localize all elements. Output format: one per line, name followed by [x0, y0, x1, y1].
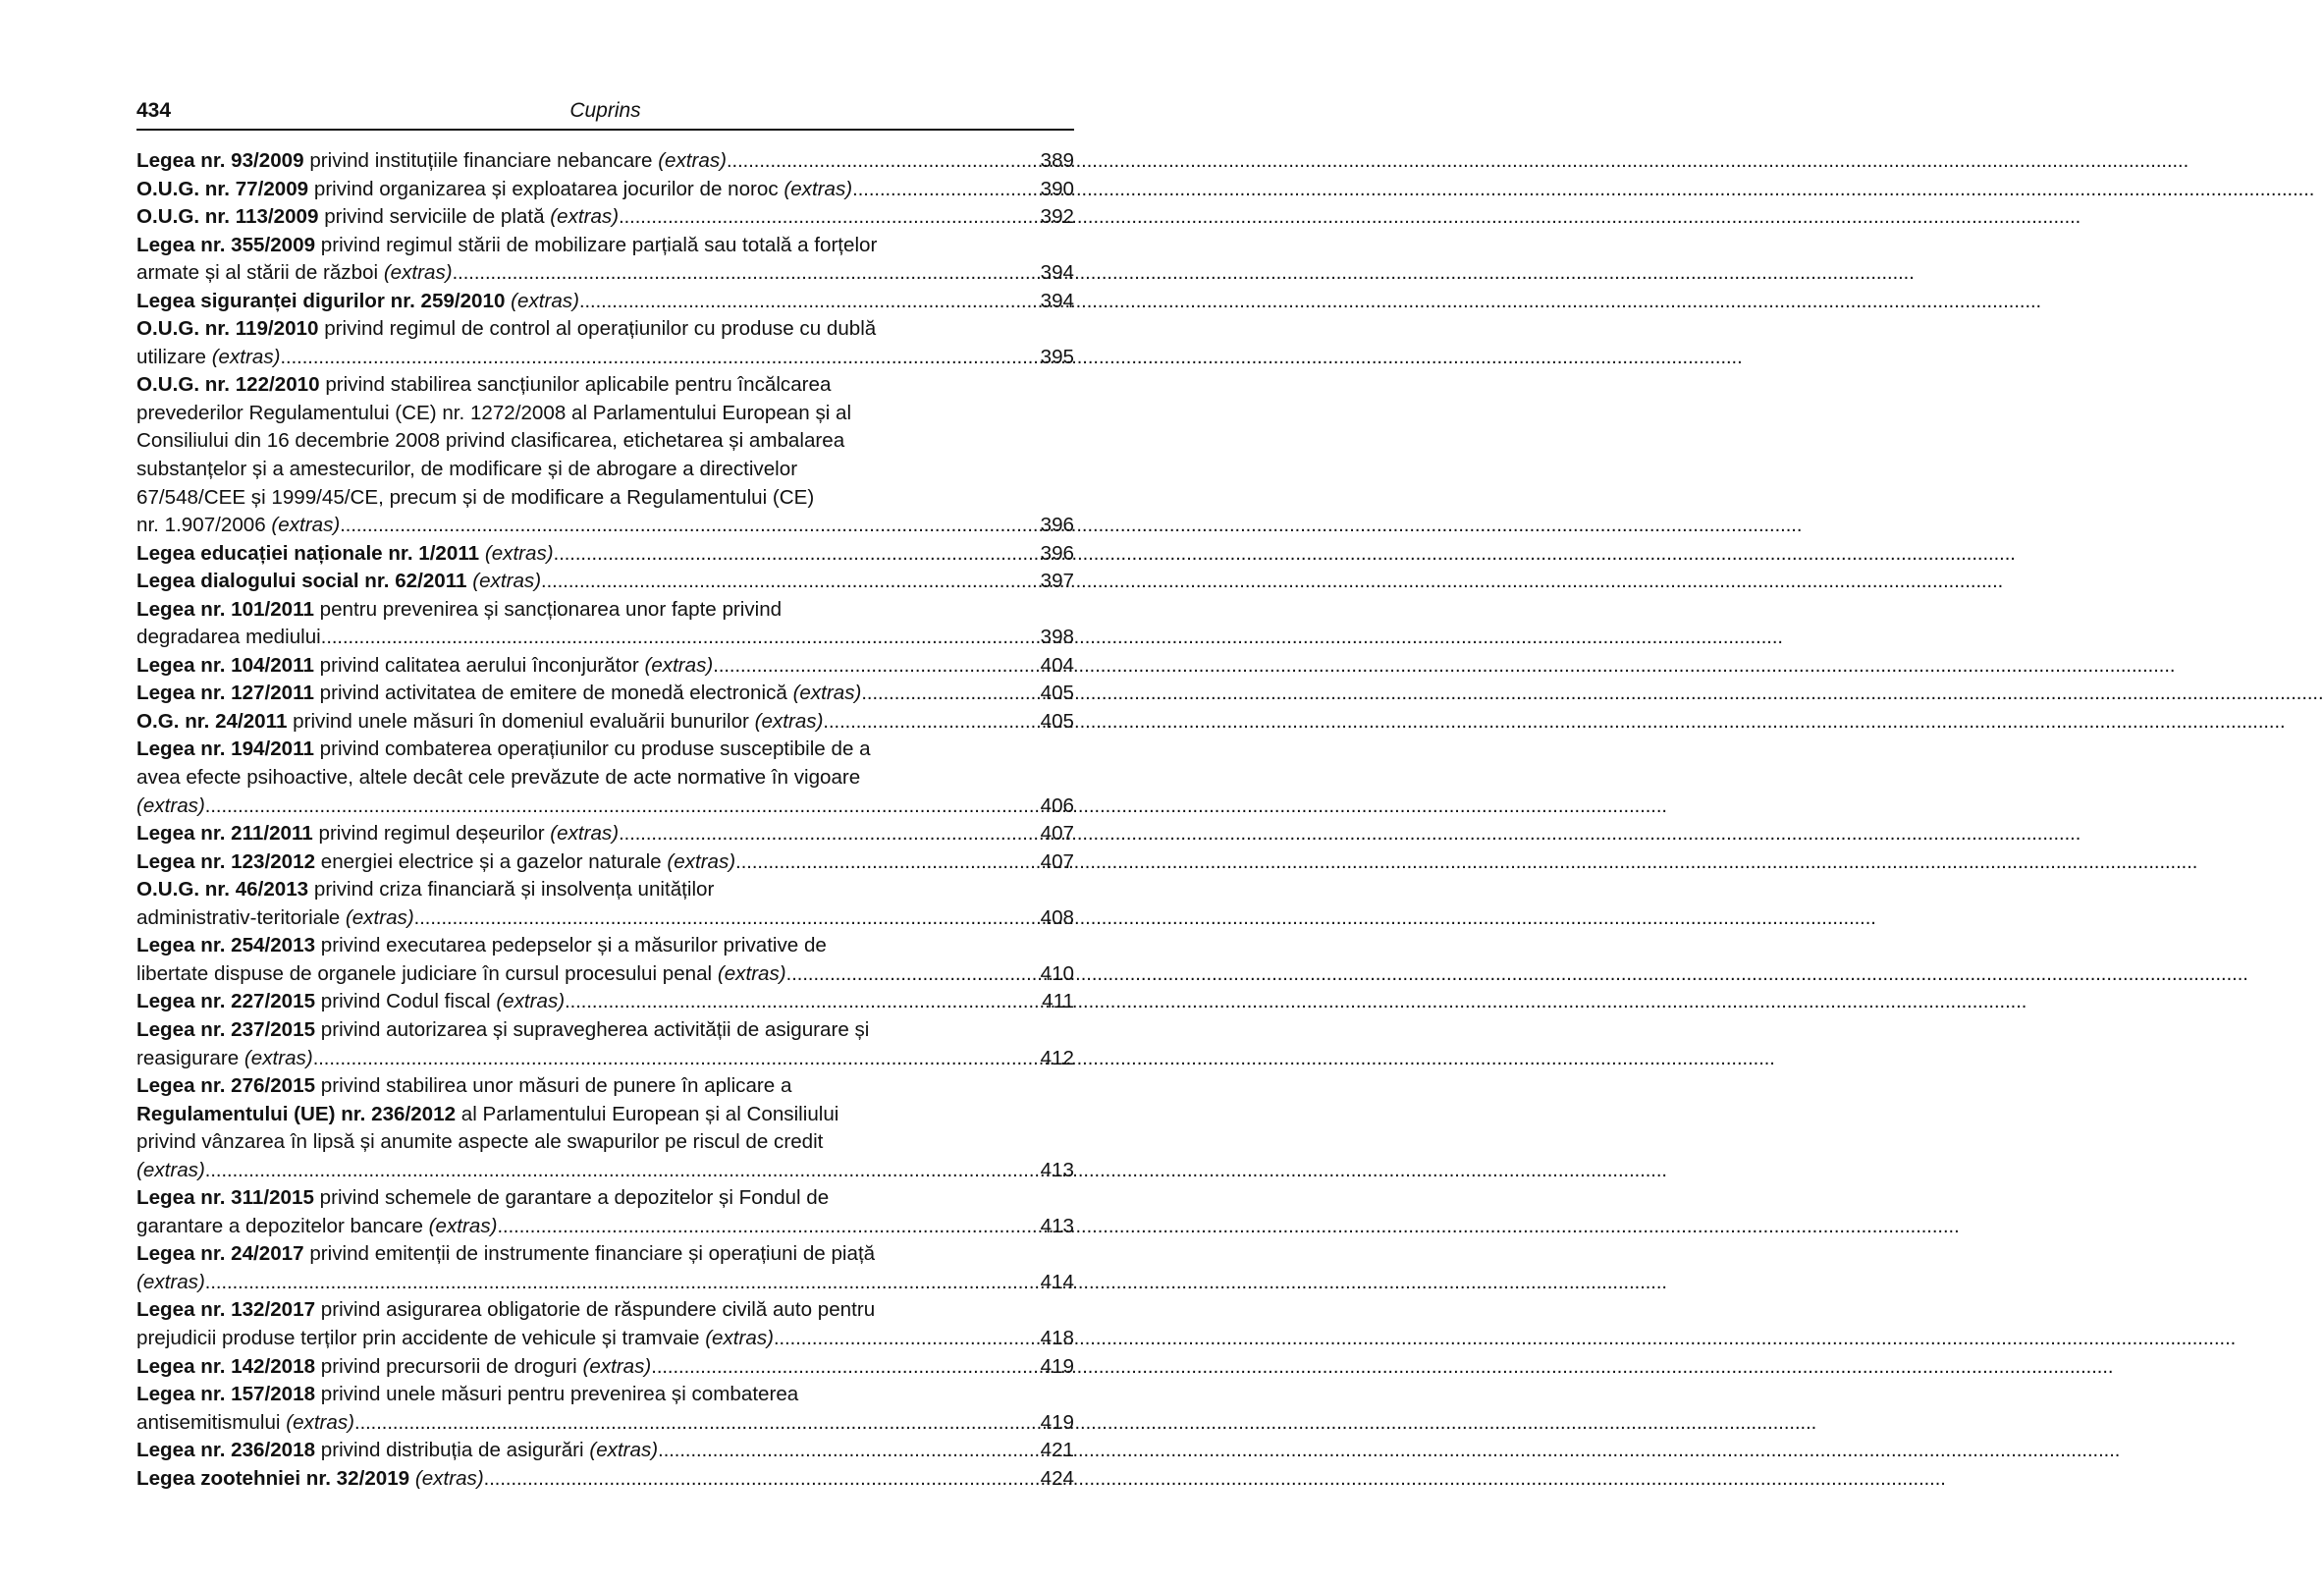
law-description: al Parlamentului European și al Consiliului [456, 1102, 839, 1125]
law-title: Legea nr. 254/2013 [136, 934, 316, 957]
toc-entry-text [136, 232, 877, 260]
extras-note: (extras) [211, 345, 281, 368]
extras-note: (extras) [136, 1270, 205, 1293]
dot-leader [565, 988, 1040, 1016]
running-title: Cuprins [569, 99, 641, 122]
law-description: privind asigurarea obligatorie de răspundere civilă auto pentru [315, 1298, 876, 1322]
extras-note: (extras) [383, 261, 453, 285]
law-title: Legea nr. 123/2012 [136, 849, 316, 873]
toc-entry-line [136, 736, 1074, 764]
extras-note: (extras) [644, 653, 714, 677]
toc-entry [136, 568, 1074, 596]
law-description: degradarea mediului [136, 626, 321, 649]
toc-entry-line [136, 904, 1074, 933]
law-title: Legea nr. 24/2017 [136, 1242, 304, 1266]
toc-page-number: 419 [1040, 1354, 1074, 1378]
dot-leader [658, 1437, 1038, 1465]
toc-entry-text [136, 764, 860, 792]
toc-entry [136, 736, 1074, 820]
extras-note: (extras) [345, 905, 414, 929]
toc-entry-text [136, 456, 797, 484]
toc-entry-line [136, 764, 1074, 792]
law-title: O.U.G. nr. 77/2009 [136, 177, 309, 200]
law-title: Legea nr. 276/2015 [136, 1074, 316, 1098]
toc-entry-line [136, 1101, 1074, 1129]
toc-entry-text [136, 848, 735, 877]
toc-entry-line [136, 1157, 1074, 1185]
law-title: Regulamentului (UE) nr. 236/2012 [136, 1102, 457, 1125]
extras-note: (extras) [784, 177, 853, 200]
law-description: privind instituțiile financiare nebancare [303, 149, 659, 172]
toc-entry-line [136, 259, 1074, 288]
toc-page-number: 396 [1040, 514, 1074, 537]
law-description: energiei electrice și a gazelor naturale [315, 849, 668, 873]
toc-entry [136, 820, 1074, 848]
toc-entry-line [136, 203, 1074, 232]
toc-entry-line [136, 568, 1074, 596]
toc-entry-text [136, 820, 619, 848]
dot-leader [852, 176, 1038, 204]
toc-entry-line [136, 960, 1074, 989]
extras-note: (extras) [550, 822, 620, 846]
toc-page-number: 419 [1040, 1410, 1074, 1434]
toc-entry-text [136, 988, 565, 1016]
toc-entry-text [136, 680, 861, 708]
toc-entry-text [136, 568, 541, 596]
toc-page-number: 390 [1040, 177, 1074, 200]
toc-entry [136, 1016, 1074, 1072]
toc-entry-line [136, 1128, 1074, 1157]
toc-entry [136, 680, 1074, 708]
extras-note: (extras) [582, 1354, 652, 1378]
law-description: privind activitatea de emitere de monedă electronică [313, 682, 793, 705]
law-description: privind organizarea și exploatarea jocurilor de noroc [308, 177, 784, 200]
toc-entry-text [136, 1072, 791, 1101]
law-description: privind distribuția de asigurări [315, 1439, 590, 1462]
law-description: privind unele măsuri în domeniul evaluării bunurilor [287, 709, 755, 733]
toc-page-number: 405 [1040, 682, 1074, 705]
law-description: privind vânzarea în lipsă și anumite aspecte ale swapurilor pe riscul de credit [136, 1130, 824, 1154]
law-title: Legea nr. 127/2011 [136, 682, 314, 705]
extras-note: (extras) [754, 709, 824, 733]
toc-page-number: 396 [1040, 541, 1074, 565]
toc-page-number: 392 [1040, 205, 1074, 229]
law-description: privind Codul fiscal [315, 990, 497, 1013]
toc-entry [136, 147, 1074, 176]
law-description: Consiliului din 16 decembrie 2008 privind clasificarea, etichetarea și ambalarea [136, 429, 845, 453]
dot-leader [541, 568, 1039, 596]
toc-entry-text [136, 1381, 798, 1409]
toc-entry-text [136, 259, 453, 288]
toc-page-number: 418 [1040, 1326, 1074, 1349]
toc-entry-line [136, 288, 1074, 316]
law-title: Legea educației naționale nr. 1/2011 [136, 541, 480, 565]
toc-entry-line [136, 596, 1074, 625]
toc-entry-text [136, 904, 414, 933]
law-description: privind serviciile de plată [318, 205, 551, 229]
extras-note: (extras) [414, 1466, 484, 1490]
toc-entry-line [136, 427, 1074, 456]
extras-note: (extras) [667, 849, 736, 873]
law-title: Legea zootehniei nr. 32/2019 [136, 1466, 410, 1490]
law-description: nr. 1.907/2006 [136, 514, 272, 537]
toc-page-number: 404 [1040, 653, 1074, 677]
toc-entry-text [136, 315, 876, 344]
law-title: O.U.G. nr. 113/2009 [136, 205, 319, 229]
toc-entry-line [136, 1184, 1074, 1213]
dot-leader [280, 344, 1038, 372]
toc-entry-line [136, 1213, 1074, 1241]
law-title: Legea nr. 142/2018 [136, 1354, 316, 1378]
toc-entry-line [136, 344, 1074, 372]
extras-note: (extras) [550, 205, 620, 229]
law-description: privind calitatea aerului înconjurător [313, 653, 645, 677]
toc-page-number: 398 [1040, 626, 1074, 649]
toc-entry-text [136, 1240, 875, 1269]
law-description: privind executarea pedepselor și a măsurilor privative de [315, 934, 827, 957]
toc-entry-text [136, 288, 579, 316]
toc-entry-line [136, 1240, 1074, 1269]
toc-page-number: 421 [1040, 1439, 1074, 1462]
extras-note: (extras) [428, 1214, 498, 1237]
toc-entry-line [136, 1269, 1074, 1297]
dot-leader [354, 1409, 1039, 1438]
toc-entry-line [136, 176, 1074, 204]
toc-entry-text [136, 1184, 829, 1213]
toc-entry-text [136, 960, 786, 989]
toc-entry-text [136, 1016, 869, 1045]
law-description: garantare a depozitelor bancare [136, 1214, 429, 1237]
toc-entry-text [136, 512, 340, 540]
toc-page-number: 389 [1040, 149, 1074, 172]
toc-entry-line [136, 680, 1074, 708]
toc-entry-line [136, 456, 1074, 484]
law-title: Legea nr. 355/2009 [136, 233, 316, 256]
toc-entry-line [136, 315, 1074, 344]
toc-entry [136, 1353, 1074, 1382]
toc-entry [136, 1381, 1074, 1437]
law-description: privind emitenții de instrumente financiare și operațiuni de piață [303, 1242, 876, 1266]
law-title: Legea nr. 93/2009 [136, 149, 304, 172]
toc-page-number: 397 [1040, 570, 1074, 593]
dot-leader [774, 1325, 1039, 1353]
toc-entry [136, 176, 1074, 204]
extras-note: (extras) [705, 1326, 774, 1349]
law-title: O.U.G. nr. 119/2010 [136, 317, 319, 341]
dot-leader [205, 792, 1039, 821]
law-description: privind autorizarea și supravegherea activității de asigurare și [315, 1017, 870, 1041]
toc-entry-line [136, 1437, 1074, 1465]
toc-entry-text [136, 1157, 205, 1185]
toc-entry-line [136, 820, 1074, 848]
law-description: libertate dispuse de organele judiciare în cursul procesului penal [136, 961, 718, 985]
toc-entry [136, 1296, 1074, 1352]
dot-leader [619, 203, 1039, 232]
dot-leader [735, 848, 1038, 877]
law-description: utilizare [136, 345, 212, 368]
law-title: Legea nr. 132/2017 [136, 1298, 316, 1322]
dot-leader [861, 680, 1038, 708]
toc-entry-text [136, 708, 823, 737]
toc-entry-text [136, 652, 713, 681]
page-header [136, 95, 1074, 131]
toc-entry-text [136, 344, 280, 372]
toc-entry [136, 1465, 1074, 1494]
toc-page-number: 394 [1040, 289, 1074, 312]
toc-page-number: 395 [1040, 345, 1074, 368]
toc-entry [136, 708, 1074, 737]
toc-entry-text [136, 1296, 875, 1325]
toc-entry [136, 540, 1074, 569]
toc-entry-text [136, 1353, 651, 1382]
law-title: Legea nr. 236/2018 [136, 1439, 316, 1462]
toc-entry-text [136, 596, 782, 625]
dot-leader [453, 259, 1039, 288]
law-description: substanțelor și a amestecurilor, de modificare și de abrogare a directivelor [136, 458, 798, 481]
toc-entry [136, 596, 1074, 652]
toc-entry [136, 232, 1074, 288]
law-title: Legea nr. 157/2018 [136, 1383, 316, 1406]
toc-entry-line [136, 1045, 1074, 1073]
toc-page-number: 424 [1040, 1466, 1074, 1490]
toc-entry-text [136, 203, 619, 232]
toc-entry-line [136, 147, 1074, 176]
toc-entry-line [136, 932, 1074, 960]
dot-leader [205, 1269, 1039, 1297]
toc-entry [136, 932, 1074, 988]
law-title: Legea nr. 211/2011 [136, 822, 313, 846]
toc-page-number: 394 [1040, 261, 1074, 285]
toc-entry-line [136, 540, 1074, 569]
law-description: antisemitismului [136, 1410, 287, 1434]
extras-note: (extras) [243, 1046, 313, 1069]
law-title: Legea nr. 311/2015 [136, 1186, 314, 1210]
toc-entry-line [136, 512, 1074, 540]
toc-entry-line [136, 1072, 1074, 1101]
extras-note: (extras) [136, 1158, 205, 1181]
toc-entry [136, 315, 1074, 371]
extras-note: (extras) [286, 1410, 355, 1434]
toc-entry [136, 848, 1074, 877]
toc-entry-line [136, 1381, 1074, 1409]
toc-entry-text [136, 876, 714, 904]
dot-leader [713, 652, 1038, 681]
toc-page-number: 407 [1040, 849, 1074, 873]
toc-entry [136, 652, 1074, 681]
toc-entry [136, 1184, 1074, 1240]
dot-leader [579, 288, 1039, 316]
extras-note: (extras) [484, 541, 554, 565]
law-title: O.U.G. nr. 46/2013 [136, 878, 309, 902]
law-description: privind criza financiară și insolvența unităților [308, 878, 715, 902]
law-title: Legea nr. 104/2011 [136, 653, 314, 677]
toc-entry [136, 1240, 1074, 1296]
extras-note: (extras) [589, 1439, 659, 1462]
law-description: privind regimul stării de mobilizare parțială sau totală a forțelor [315, 233, 878, 256]
extras-note: (extras) [792, 682, 862, 705]
extras-note: (extras) [717, 961, 786, 985]
toc-entry-text [136, 932, 827, 960]
law-title: O.G. nr. 24/2011 [136, 709, 288, 733]
toc-entry-line [136, 1325, 1074, 1353]
toc-entry-line [136, 400, 1074, 428]
toc-entry-text [136, 427, 844, 456]
toc-entry [136, 1072, 1074, 1184]
extras-note: (extras) [511, 289, 579, 312]
toc-entry-line [136, 1409, 1074, 1438]
law-description: administrativ-teritoriale [136, 905, 346, 929]
extras-note: (extras) [472, 570, 542, 593]
law-description: privind regimul deșeurilor [312, 822, 551, 846]
toc-entry [136, 876, 1074, 932]
toc-entry-text [136, 147, 727, 176]
toc-page-number: 411 [1042, 990, 1074, 1013]
law-title: Legea nr. 227/2015 [136, 990, 316, 1013]
law-description: reasigurare [136, 1046, 244, 1069]
toc-entry-line [136, 1353, 1074, 1382]
toc-entry [136, 203, 1074, 232]
toc-page-number: 413 [1040, 1158, 1074, 1181]
law-description: privind stabilirea unor măsuri de punere în aplicare a [315, 1074, 792, 1098]
dot-leader [484, 1465, 1039, 1494]
dot-leader [727, 147, 1039, 176]
dot-leader [786, 960, 1039, 989]
toc-entry-line [136, 624, 1074, 652]
toc-entry [136, 371, 1074, 539]
law-description: prevederilor Regulamentului (CE) nr. 1272/2008 al Parlamentului European și al [136, 401, 852, 424]
dot-leader [414, 904, 1039, 933]
law-description: privind stabilirea sancțiunilor aplicabile pentru încălcarea [319, 373, 832, 397]
toc-entry-text [136, 1128, 823, 1157]
law-description: armate și al stării de război [136, 261, 384, 285]
table-of-contents [136, 147, 1074, 1493]
dot-leader [619, 820, 1039, 848]
toc-entry-line [136, 792, 1074, 821]
toc-entry [136, 288, 1074, 316]
dot-leader [321, 624, 1039, 652]
law-title: Legea nr. 101/2011 [136, 597, 314, 621]
toc-page-number: 414 [1040, 1270, 1074, 1293]
toc-entry-text [136, 1437, 658, 1465]
dot-leader [313, 1045, 1039, 1073]
law-description: privind regimul de control al operațiunilor cu produse cu dublă [318, 317, 877, 341]
toc-entry-text [136, 792, 205, 821]
dot-leader [497, 1213, 1038, 1241]
toc-entry-line [136, 876, 1074, 904]
toc-entry-line [136, 708, 1074, 737]
dot-leader [554, 540, 1039, 569]
toc-entry-text [136, 540, 554, 569]
law-description: 67/548/CEE și 1999/45/CE, precum și de modificare a Regulamentului (CE) [136, 485, 815, 509]
law-description: privind unele măsuri pentru prevenirea și combaterea [315, 1383, 799, 1406]
dot-leader [651, 1353, 1038, 1382]
law-description: privind schemele de garantare a depozitelor și Fondul de [313, 1186, 830, 1210]
toc-entry-text [136, 1325, 774, 1353]
toc-page-number: 412 [1040, 1046, 1074, 1069]
dot-leader [823, 708, 1038, 737]
toc-entry-line [136, 988, 1074, 1016]
law-description: privind combaterea operațiunilor cu produse susceptibile de a [313, 738, 871, 761]
toc-page-number: 413 [1040, 1214, 1074, 1237]
law-title: Legea nr. 194/2011 [136, 738, 314, 761]
toc-entry-text [136, 1045, 313, 1073]
toc-entry-text [136, 484, 814, 513]
toc-entry-line [136, 1016, 1074, 1045]
toc-entry-line [136, 484, 1074, 513]
toc-entry-text [136, 176, 852, 204]
toc-entry [136, 988, 1074, 1016]
toc-page-number: 405 [1040, 709, 1074, 733]
toc-page-number: 406 [1040, 793, 1074, 817]
extras-note: (extras) [136, 793, 205, 817]
toc-entry-line [136, 652, 1074, 681]
toc-entry [136, 1437, 1074, 1465]
extras-note: (extras) [658, 149, 727, 172]
toc-entry-line [136, 1296, 1074, 1325]
law-description: privind precursorii de droguri [315, 1354, 583, 1378]
toc-entry-text [136, 1465, 484, 1494]
law-title: O.U.G. nr. 122/2010 [136, 373, 320, 397]
toc-page-number: 407 [1040, 822, 1074, 846]
dot-leader [340, 512, 1038, 540]
toc-entry-line [136, 371, 1074, 400]
law-title: Legea siguranței digurilor nr. 259/2010 [136, 289, 506, 312]
law-description: avea efecte psihoactive, altele decât cele prevăzute de acte normative în vigoare [136, 766, 861, 790]
dot-leader [205, 1157, 1039, 1185]
law-description: prejudicii produse terților prin accidente de vehicule și tramvaie [136, 1326, 706, 1349]
toc-page-number: 408 [1040, 905, 1074, 929]
law-title: Legea nr. 237/2015 [136, 1017, 316, 1041]
toc-page-number: 410 [1040, 961, 1074, 985]
law-description: pentru prevenirea și sancționarea unor fapte privind [313, 597, 783, 621]
toc-entry-text [136, 1409, 354, 1438]
toc-entry-text [136, 1101, 838, 1129]
toc-entry-line [136, 232, 1074, 260]
page-number: 434 [136, 99, 172, 122]
toc-entry-text [136, 1269, 205, 1297]
extras-note: (extras) [496, 990, 566, 1013]
law-title: Legea dialogului social nr. 62/2011 [136, 570, 467, 593]
toc-entry-text [136, 736, 871, 764]
toc-entry-line [136, 1465, 1074, 1494]
toc-entry-text [136, 1213, 497, 1241]
toc-entry-line [136, 848, 1074, 877]
toc-entry-text [136, 371, 831, 400]
toc-entry-text [136, 624, 321, 652]
toc-entry-text [136, 400, 851, 428]
extras-note: (extras) [271, 514, 341, 537]
